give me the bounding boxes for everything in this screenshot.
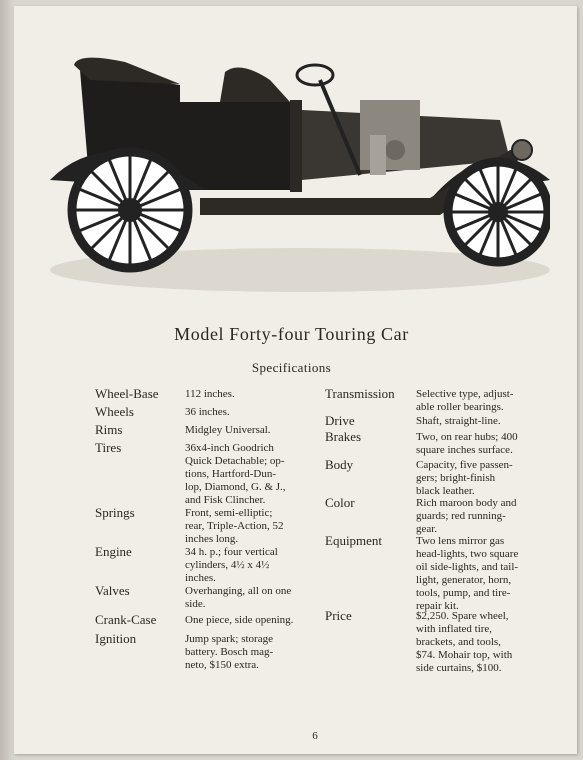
spec-label: Crank-Case <box>95 612 157 627</box>
spec-label: Wheel-Base <box>95 386 159 401</box>
spec-label: Tires <box>95 440 122 455</box>
spec-label: Brakes <box>325 429 362 444</box>
spec-label: Equipment <box>325 533 383 548</box>
page-title: Model Forty-four Touring Car <box>174 324 409 344</box>
spec-label: Wheels <box>95 404 134 419</box>
spec-label: Price <box>325 608 352 623</box>
spec-value: Two lens mirror gas head-lights, two square oil side-lights, and tail- light, generator, horn, tools, pump, and tire- repair kit. <box>416 535 519 612</box>
spec-value: 34 h. p.; four vertical cylinders, 4½ x 4½ inches. <box>185 546 278 584</box>
touring-car-illustration <box>30 40 550 300</box>
spec-value: Jump spark; storage battery. Bosch mag- neto, $150 extra. <box>185 633 274 671</box>
specifications-heading: Specifications <box>251 360 332 375</box>
spec-label: Drive <box>325 413 355 428</box>
spec-value: 36 inches. <box>185 406 230 418</box>
page-number: 6 <box>312 730 318 742</box>
spec-label: Body <box>325 457 354 472</box>
spec-label: Rims <box>95 422 123 437</box>
spec-value: Capacity, five passen- gers; bright-finish black leather. <box>416 459 513 497</box>
spec-value: Rich maroon body and guards; red running- gear. <box>416 497 517 535</box>
spec-label: Color <box>325 495 355 510</box>
spec-label: Valves <box>95 583 130 598</box>
spec-label: Springs <box>95 505 135 520</box>
spec-label: Ignition <box>95 631 137 646</box>
spec-value: Front, semi-elliptic; rear, Triple-Action, 52 inches long. <box>185 507 284 545</box>
spec-label: Transmission <box>325 386 395 401</box>
book-gutter <box>0 0 14 760</box>
spec-value: 112 inches. <box>185 388 235 400</box>
spec-value: Midgley Universal. <box>185 424 271 436</box>
spec-value: Two, on rear hubs; 400 square inches surface. <box>416 431 518 456</box>
spec-value: One piece, side opening. <box>185 614 294 626</box>
spec-value: 36x4-inch Goodrich Quick Detachable; op- tions, Hartford-Dun- lop, Diamond, G. & J., and Fisk Clincher. <box>185 442 286 506</box>
spec-value: Selective type, adjust- able roller bearings. <box>416 388 514 413</box>
spec-value: Overhanging, all on one side. <box>185 585 292 610</box>
spec-label: Engine <box>95 544 132 559</box>
spec-value: $2,250. Spare wheel, with inflated tire, brackets, and tools, $74. Mohair top, with side curtains, $100. <box>416 610 513 674</box>
spec-value: Shaft, straight-line. <box>416 415 501 427</box>
